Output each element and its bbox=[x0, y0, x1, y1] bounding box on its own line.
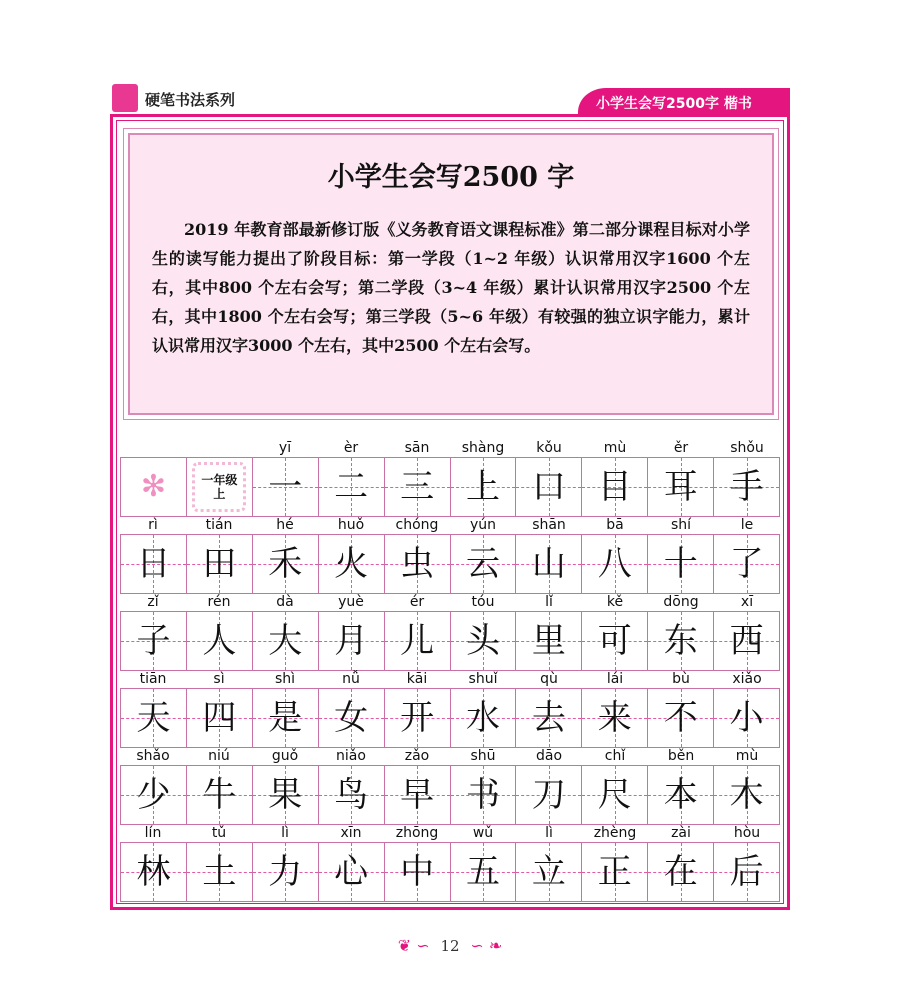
character: 上 bbox=[465, 467, 500, 507]
character-cell bbox=[516, 689, 582, 747]
pinyin: yún bbox=[469, 517, 497, 533]
pinyin: ér bbox=[409, 594, 425, 610]
pinyin: ěr bbox=[673, 440, 689, 456]
character: 耳 bbox=[663, 467, 698, 507]
pinyin: qù bbox=[540, 671, 558, 687]
character: 天 bbox=[136, 698, 171, 738]
pinyin: hé bbox=[276, 517, 294, 533]
intro-title: 小学生会写2500 字 bbox=[327, 162, 575, 193]
character-cell bbox=[451, 535, 517, 593]
pinyin: zǐ bbox=[147, 594, 159, 610]
pinyin: xīn bbox=[340, 825, 362, 841]
character: 手 bbox=[729, 467, 764, 507]
character-cell bbox=[319, 689, 385, 747]
character: 月 bbox=[334, 621, 369, 661]
character: 鸟 bbox=[334, 775, 369, 815]
pinyin: shàng bbox=[461, 440, 505, 456]
character: 儿 bbox=[400, 621, 435, 661]
character: 土 bbox=[202, 852, 237, 892]
character-cell bbox=[516, 843, 582, 901]
pinyin: zài bbox=[671, 825, 691, 841]
character-cell bbox=[319, 612, 385, 670]
character: 一 bbox=[268, 467, 303, 507]
character-row bbox=[120, 457, 780, 517]
pinyin: mù bbox=[735, 748, 759, 764]
character-cell bbox=[714, 766, 780, 824]
character-cell bbox=[714, 458, 780, 516]
pinyin: shān bbox=[532, 517, 566, 533]
pinyin: xiǎo bbox=[732, 671, 762, 687]
character: 本 bbox=[663, 775, 698, 815]
character: 小 bbox=[729, 698, 764, 738]
character-cell bbox=[451, 612, 517, 670]
character: 可 bbox=[597, 621, 632, 661]
character-cell bbox=[582, 766, 648, 824]
pinyin: shuǐ bbox=[468, 671, 498, 687]
series-title: 硬笔书法系列 bbox=[145, 91, 236, 109]
pinyin: tǔ bbox=[211, 825, 227, 841]
pinyin: zhōng bbox=[395, 825, 439, 841]
character-row bbox=[120, 611, 780, 671]
character-cell bbox=[253, 689, 319, 747]
pinyin-row bbox=[120, 825, 780, 842]
character-cell bbox=[714, 843, 780, 901]
character: 女 bbox=[334, 698, 369, 738]
pinyin: lái bbox=[606, 671, 624, 687]
character-cell bbox=[714, 689, 780, 747]
character-cell bbox=[187, 689, 253, 747]
pinyin: kǒu bbox=[536, 440, 562, 456]
character-cell bbox=[582, 843, 648, 901]
character-cell bbox=[582, 458, 648, 516]
character-cell bbox=[516, 766, 582, 824]
character-cell bbox=[451, 843, 517, 901]
character-cell bbox=[714, 612, 780, 670]
pinyin: kāi bbox=[406, 671, 428, 687]
character-cell bbox=[253, 612, 319, 670]
pinyin: niú bbox=[208, 748, 230, 764]
character: 虫 bbox=[400, 544, 435, 584]
pinyin: chǐ bbox=[604, 748, 626, 764]
character-cell bbox=[253, 458, 319, 516]
pinyin: lín bbox=[144, 825, 162, 841]
character: 人 bbox=[202, 621, 237, 661]
character-cell bbox=[121, 689, 187, 747]
publisher-logo bbox=[112, 84, 138, 112]
character: 水 bbox=[465, 698, 500, 738]
pinyin: shū bbox=[470, 748, 496, 764]
character-cell bbox=[253, 535, 319, 593]
character-cell bbox=[319, 766, 385, 824]
character-cell bbox=[319, 535, 385, 593]
character: 五 bbox=[465, 852, 500, 892]
character-cell bbox=[648, 766, 714, 824]
character: 少 bbox=[136, 775, 171, 815]
character-cell bbox=[648, 612, 714, 670]
grade-label-line1: 一年级 bbox=[201, 473, 238, 487]
character-row bbox=[120, 765, 780, 825]
character: 八 bbox=[597, 544, 632, 584]
pinyin: shǎo bbox=[136, 748, 170, 764]
pinyin: lì bbox=[545, 825, 553, 841]
pinyin: shǒu bbox=[730, 440, 764, 456]
character-cell bbox=[582, 612, 648, 670]
character: 十 bbox=[663, 544, 698, 584]
character: 林 bbox=[136, 852, 171, 892]
character: 尺 bbox=[597, 775, 632, 815]
character-cell bbox=[451, 458, 517, 516]
character-cell bbox=[648, 689, 714, 747]
character: 木 bbox=[729, 775, 764, 815]
character-cell bbox=[319, 458, 385, 516]
pinyin: bā bbox=[606, 517, 624, 533]
character: 口 bbox=[531, 467, 566, 507]
scroll-ornament-icon: ✻ bbox=[140, 469, 167, 504]
pinyin-row bbox=[120, 440, 780, 457]
pinyin: guǒ bbox=[271, 748, 299, 764]
character-cell bbox=[187, 766, 253, 824]
character: 正 bbox=[597, 852, 632, 892]
character: 二 bbox=[334, 467, 369, 507]
grade-label-line2: 上 bbox=[213, 487, 226, 501]
pinyin: le bbox=[740, 517, 754, 533]
character-cell bbox=[451, 689, 517, 747]
pinyin-row bbox=[120, 748, 780, 765]
character: 云 bbox=[465, 544, 500, 584]
pinyin-row bbox=[120, 671, 780, 688]
character-cell bbox=[516, 458, 582, 516]
character: 是 bbox=[268, 698, 303, 738]
intro-body: 2019 年教育部最新修订版《义务教育语文课程标准》第二部分课程目标对小学生的读写能力提出了阶段目标：第一学段（1~2 年级）认识常用汉字1600 个左右，其中800 个左右会写；第二学段（3~4 年级）累计认识常用汉字2500 个左右，其中1800 个左右会写；第三学段（5~6 年级）有较强的独立识字能力，累计认识常用汉字3000 个左右，其中2500 个左右会写。 bbox=[152, 220, 750, 355]
ornament-cell bbox=[121, 458, 187, 516]
character: 了 bbox=[729, 544, 764, 584]
character-cell bbox=[253, 843, 319, 901]
character-cell bbox=[121, 843, 187, 901]
character-cell bbox=[121, 535, 187, 593]
character: 刀 bbox=[531, 775, 566, 815]
character: 早 bbox=[400, 775, 435, 815]
character: 果 bbox=[268, 775, 303, 815]
character: 中 bbox=[400, 852, 435, 892]
character-cell bbox=[187, 612, 253, 670]
pinyin: bù bbox=[672, 671, 690, 687]
character: 来 bbox=[597, 698, 632, 738]
character: 后 bbox=[729, 852, 764, 892]
character-cell bbox=[516, 535, 582, 593]
pinyin: lǐ bbox=[545, 594, 553, 610]
pinyin: yuè bbox=[338, 594, 364, 610]
character: 西 bbox=[729, 621, 764, 661]
character: 东 bbox=[663, 621, 698, 661]
character: 心 bbox=[334, 852, 369, 892]
character-cell bbox=[319, 843, 385, 901]
character-cell bbox=[187, 535, 253, 593]
grade-label-cell bbox=[187, 458, 253, 516]
page-number: 12 bbox=[440, 937, 460, 955]
character: 大 bbox=[268, 621, 303, 661]
character: 开 bbox=[400, 698, 435, 738]
ornament-right-icon: ∽ ❧ bbox=[470, 936, 503, 955]
character: 力 bbox=[268, 852, 303, 892]
character: 田 bbox=[202, 544, 237, 584]
pinyin-spacer bbox=[186, 440, 252, 457]
pinyin: rén bbox=[207, 594, 231, 610]
character-cell bbox=[582, 535, 648, 593]
pinyin: sì bbox=[213, 671, 225, 687]
pinyin: niǎo bbox=[336, 748, 366, 764]
character-cell bbox=[385, 535, 451, 593]
page-footer bbox=[0, 936, 900, 955]
character: 山 bbox=[531, 544, 566, 584]
character: 三 bbox=[400, 467, 435, 507]
pinyin: zhèng bbox=[593, 825, 637, 841]
character: 禾 bbox=[268, 544, 303, 584]
character: 目 bbox=[597, 467, 632, 507]
character-row bbox=[120, 842, 780, 902]
pinyin-row bbox=[120, 594, 780, 611]
pinyin: huǒ bbox=[337, 517, 365, 533]
character-cell bbox=[714, 535, 780, 593]
character: 在 bbox=[663, 852, 698, 892]
character-cell bbox=[516, 612, 582, 670]
character-cell bbox=[648, 458, 714, 516]
pinyin-spacer bbox=[120, 440, 186, 457]
character-cell bbox=[385, 689, 451, 747]
grade-label bbox=[192, 462, 246, 512]
pinyin: nǚ bbox=[342, 671, 360, 687]
pinyin: dāo bbox=[535, 748, 563, 764]
character-cell bbox=[121, 766, 187, 824]
pinyin: xī bbox=[740, 594, 754, 610]
character-cell bbox=[385, 766, 451, 824]
character: 书 bbox=[465, 775, 500, 815]
intro-box bbox=[128, 133, 774, 415]
character: 牛 bbox=[202, 775, 237, 815]
pinyin: hòu bbox=[733, 825, 761, 841]
character-cell bbox=[187, 843, 253, 901]
pinyin: tóu bbox=[471, 594, 495, 610]
character-cell bbox=[385, 458, 451, 516]
pinyin: rì bbox=[148, 517, 158, 533]
character-cell bbox=[582, 689, 648, 747]
pinyin: kě bbox=[606, 594, 624, 610]
character-row bbox=[120, 534, 780, 594]
pinyin: lì bbox=[281, 825, 289, 841]
pinyin: běn bbox=[667, 748, 695, 764]
character: 四 bbox=[202, 698, 237, 738]
pinyin: tiān bbox=[139, 671, 167, 687]
character: 立 bbox=[531, 852, 566, 892]
pinyin: mù bbox=[603, 440, 627, 456]
character-cell bbox=[385, 612, 451, 670]
pinyin: dōng bbox=[663, 594, 699, 610]
character-cell bbox=[648, 843, 714, 901]
character: 火 bbox=[334, 544, 369, 584]
character-cell bbox=[648, 535, 714, 593]
character: 去 bbox=[531, 698, 566, 738]
pinyin-row bbox=[120, 517, 780, 534]
character: 日 bbox=[136, 544, 171, 584]
pinyin: shí bbox=[670, 517, 692, 533]
character-cell bbox=[121, 612, 187, 670]
practice-grid bbox=[120, 440, 780, 902]
character-cell bbox=[385, 843, 451, 901]
pinyin: yī bbox=[278, 440, 292, 456]
character: 子 bbox=[136, 621, 171, 661]
pinyin: èr bbox=[343, 440, 359, 456]
character: 里 bbox=[531, 621, 566, 661]
character-row bbox=[120, 688, 780, 748]
character: 不 bbox=[663, 698, 698, 738]
character-cell bbox=[451, 766, 517, 824]
book-title-tab: 小学生会写2500字 楷书 bbox=[578, 88, 790, 116]
ornament-left-icon: ❦ ∽ bbox=[397, 936, 430, 955]
character-cell bbox=[253, 766, 319, 824]
pinyin: wǔ bbox=[472, 825, 494, 841]
pinyin: zǎo bbox=[404, 748, 430, 764]
pinyin: dà bbox=[276, 594, 294, 610]
pinyin: tián bbox=[205, 517, 233, 533]
pinyin: sān bbox=[404, 440, 430, 456]
pinyin: chóng bbox=[395, 517, 439, 533]
pinyin: shì bbox=[274, 671, 296, 687]
character: 头 bbox=[465, 621, 500, 661]
